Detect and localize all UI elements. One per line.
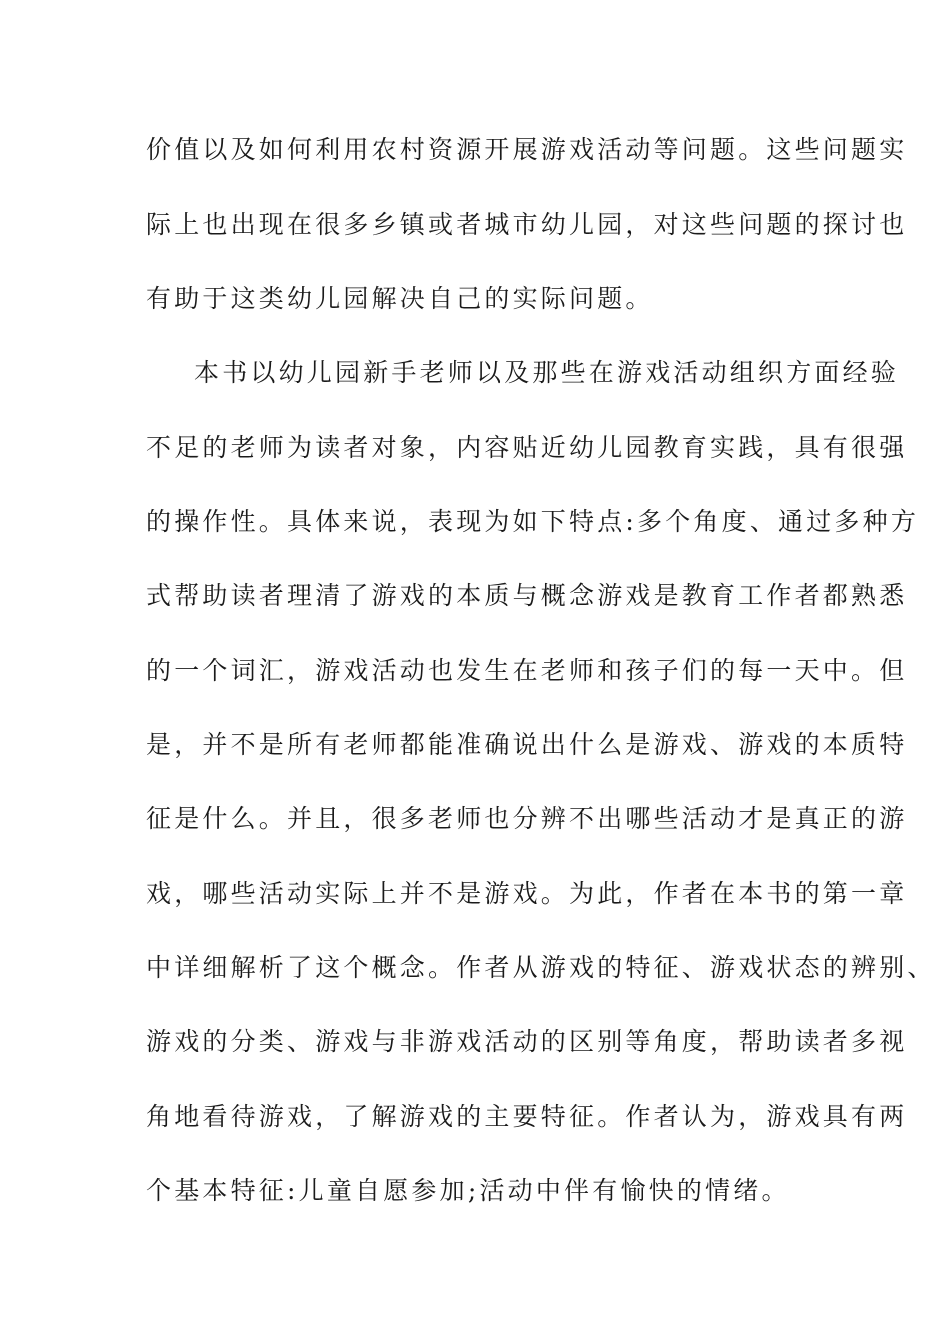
text-line: 是，并不是所有老师都能准确说出什么是游戏、游戏的本质特: [146, 730, 908, 759]
text-line: 角地看待游戏，了解游戏的主要特征。作者认为，游戏具有两: [146, 1102, 908, 1131]
text-line: 征是什么。并且，很多老师也分辨不出哪些活动才是真正的游: [146, 804, 908, 833]
text-line: 际上也出现在很多乡镇或者城市幼儿园，对这些问题的探讨也: [146, 210, 908, 239]
text-line: 的一个词汇，游戏活动也发生在老师和孩子们的每一天中。但: [146, 656, 908, 685]
text-line: 式帮助读者理清了游戏的本质与概念游戏是教育工作者都熟悉: [146, 581, 908, 610]
text-line: 个基本特征:儿童自愿参加;活动中伴有愉快的情绪。: [146, 1176, 790, 1205]
text-line: 的操作性。具体来说，表现为如下特点:多个角度、通过多种方: [146, 507, 920, 536]
text-line: 价值以及如何利用农村资源开展游戏活动等问题。这些问题实: [146, 135, 908, 164]
text-line: 不足的老师为读者对象，内容贴近幼儿园教育实践，具有很强: [146, 433, 908, 462]
text-line: 中详细解析了这个概念。作者从游戏的特征、游戏状态的辨别、: [146, 953, 936, 982]
text-line: 有助于这类幼儿园解决自己的实际问题。: [146, 284, 654, 313]
text-line: 戏，哪些活动实际上并不是游戏。为此，作者在本书的第一章: [146, 879, 908, 908]
text-line: 本书以幼儿园新手老师以及那些在游戏活动组织方面经验: [194, 358, 900, 387]
text-line: 游戏的分类、游戏与非游戏活动的区别等角度，帮助读者多视: [146, 1027, 908, 1056]
